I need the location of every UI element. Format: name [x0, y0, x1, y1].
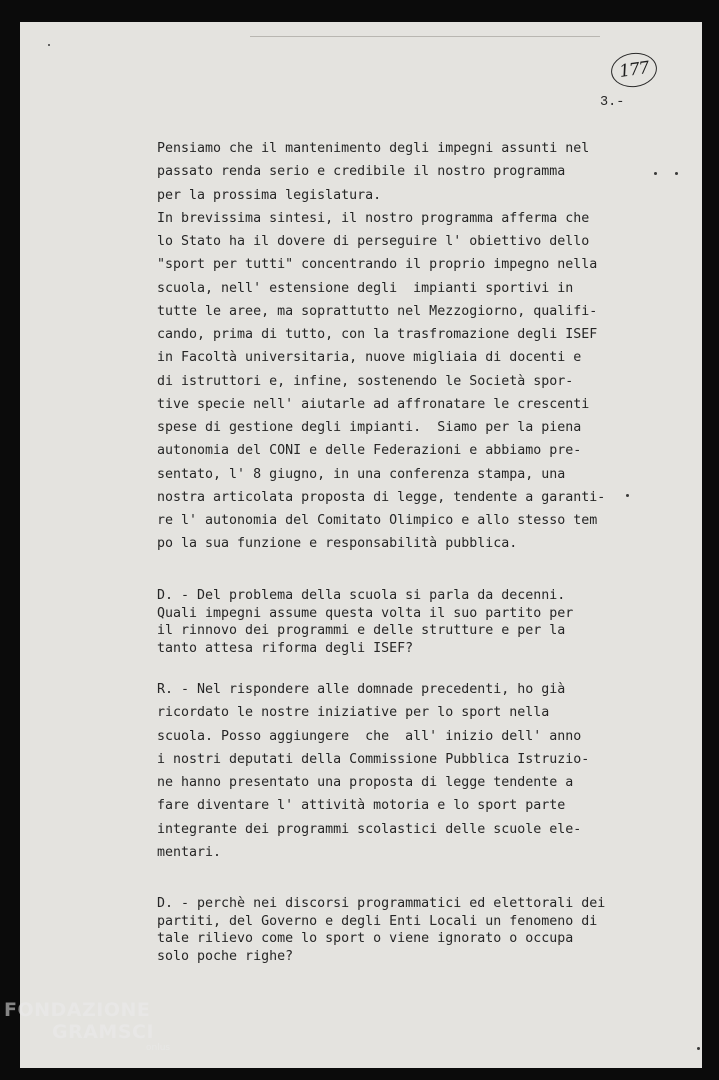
paper-speck [697, 1047, 700, 1050]
answer-continuation: Pensiamo che il mantenimento degli impegni assunti nel passato renda serio e credibile il nostro programma per la prossima legislatura. In brevissima sintesi, il nostro programma afferma che lo Stato ha il dovere di perseguire l' obiettivo dello "sport per tutti" concentrando il proprio impegno nella scuola, nell' estensione degli impianti sportivi in tutte le aree, ma soprattutto nel Mezzogiorno, qualifi- cando, prima di tutto, con la trasfromazione degli ISEF in Facoltà universitaria, nuove migliaia di docenti e di istruttori e, infine, sostenendo le Società spor- tive specie nell' aiutarle ad affronatare le crescenti spese di gestione degli impianti. Siamo per la piena autonomia del CONI e delle Federazioni e abbiamo pre- sentato, l' 8 giugno, in una conferenza stampa, una nostra articolata proposta di legge, tendente a garanti- re l' autonomia del Comitato Olimpico e allo stesso tem po la sua funzione e responsabilità pubblica. [157, 141, 606, 552]
top-rule [250, 36, 600, 37]
paper-speck [654, 172, 657, 175]
watermark-line3: onlus [146, 1043, 171, 1053]
paper-speck [626, 494, 629, 497]
question-school: D. - Del problema della scuola si parla da decenni. Quali impegni assume questa volta il suo partito per il rinnovo dei programmi e delle strutture e per la tanto attesa riforma degli ISEF? [157, 588, 574, 656]
watermark-line2: GRAMSCI [52, 1021, 155, 1043]
paper-speck [675, 172, 678, 175]
paper-speck [48, 44, 50, 46]
watermark-line1: FONDAZIONE [4, 999, 151, 1021]
document-page [20, 22, 702, 1068]
question-speeches: D. - perchè nei discorsi programmatici ed elettorali dei partiti, del Governo e degli Enti Locali un fenomeno di tale rilievo come lo sport o viene ignorato o occupa solo poche righe? [157, 896, 606, 964]
archive-number-stamp: 177 [609, 50, 659, 90]
answer-school: R. - Nel rispondere alle domnade precedenti, ho già ricordato le nostre iniziative per lo sport nella scuola. Posso aggiungere che all' inizio dell' anno i nostri deputati della Commissione Pubblica Istruzio- ne hanno presentato una proposta di legge tendente a fare diventare l' attività motoria e lo sport parte integrante dei programmi scolastici delle scuole ele- mentari. [157, 682, 590, 860]
fondazione-gramsci-watermark [4, 1001, 170, 1053]
page-number: 3.- [600, 95, 625, 110]
